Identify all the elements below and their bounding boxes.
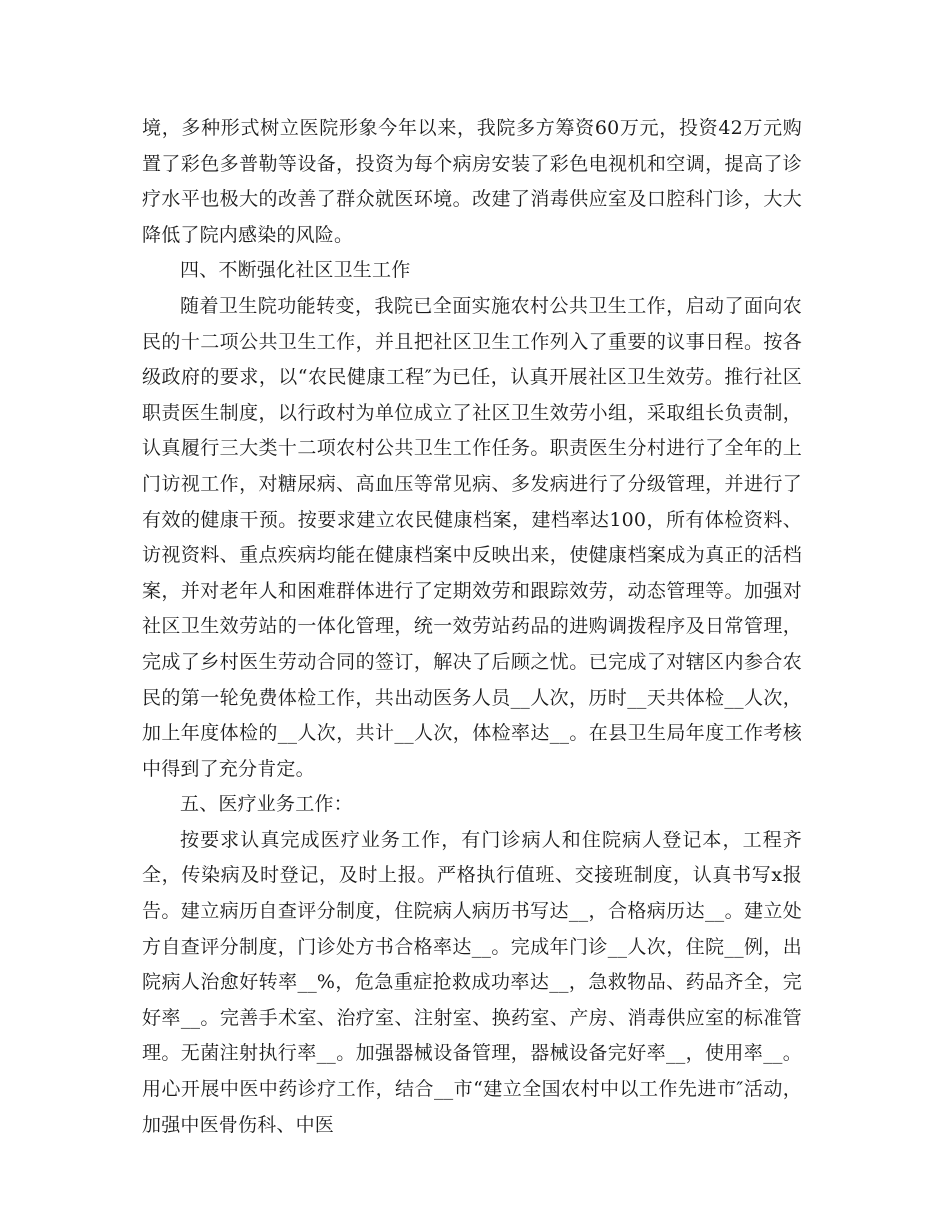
paragraph-medical-services: 按要求认真完成医疗业务工作，有门诊病人和住院病人登记本，工程齐全，传染病及时登记，及时上报。严格执行值班、交接班制度，认真书写x报告。建立病历自查评分制度，住院病人病历书写达__，合格病历达__。建立处方自查评分制度，门诊处方书合格率达__。完成年门诊__人次，住院__例，出院病人治愈好转率__%，危急重症抢救成功率达__，急救物品、药品齐全，完好率__。完善手术室、治疗室、注射室、换药室、产房、消毒供应室的标准管理。无菌注射执行率__。加强器械设备管理，器械设备完好率__，使用率__。用心开展中医中药诊疗工作，结合__市“建立全国农村中以工作先进市″活动，加强中医骨伤科、中医 bbox=[142, 828, 802, 1136]
paragraph-continued: 境，多种形式树立医院形象今年以来，我院多方筹资60万元，投资42万元购置了彩色多普勒等设备，投资为每个病房安装了彩色电视机和空调，提高了诊疗水平也极大的改善了群众就医环境。改建了消毒供应室及口腔科门诊，大大降低了院内感染的风险。 bbox=[142, 117, 802, 246]
section-heading-community-health: 四、不断强化社区卫生工作 bbox=[180, 259, 411, 282]
section-heading-medical-services: 五、医疗业务工作： bbox=[180, 793, 353, 816]
document-body bbox=[142, 111, 802, 1143]
paragraph-community-health: 随着卫生院功能转变，我院已全面实施农村公共卫生工作，启动了面向农民的十二项公共卫生工作，并且把社区卫生工作列入了重要的议事日程。按各级政府的要求，以“农民健康工程″为已任，认真开展社区卫生效劳。推行社区职责医生制度，以行政村为单位成立了社区卫生效劳小组，采取组长负责制，认真履行三大类十二项农村公共卫生工作任务。职责医生分村进行了全年的上门访视工作，对糖尿病、高血压等常见病、多发病进行了分级管理，并进行了有效的健康干预。按要求建立农民健康档案，建档率达100，所有体检资料、访视资料、重点疾病均能在健康档案中反映出来，使健康档案成为真正的活档案，并对老年人和困难群体进行了定期效劳和跟踪效劳，动态管理等。加强对社区卫生效劳站的一体化管理，统一效劳站药品的进购调拨程序及日常管理，完成了乡村医生劳动合同的签订，解决了后顾之忧。已完成了对辖区内参合农民的第一轮免费体检工作，共出动医务人员__人次，历时__天共体检__人次，加上年度体检的__人次，共计__人次，体检率达__。在县卫生局年度工作考核中得到了充分肯定。 bbox=[142, 294, 802, 780]
